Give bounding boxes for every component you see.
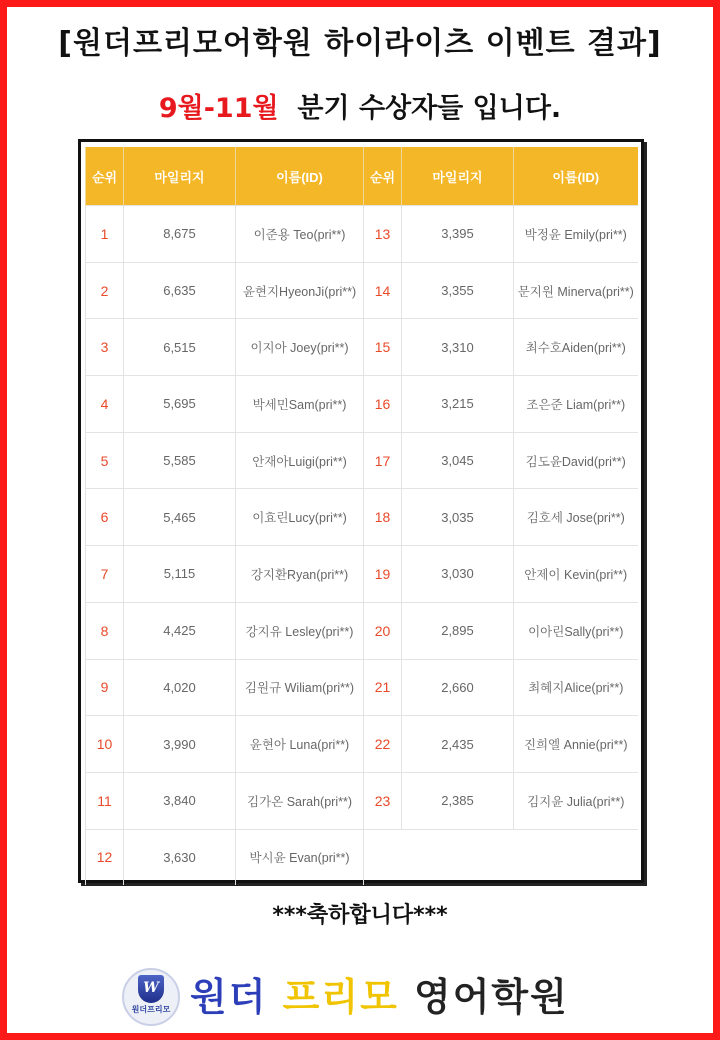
- cell-mileage: 3,215: [402, 376, 514, 433]
- cell-name: 조은준 Liam(pri**): [514, 376, 638, 433]
- cell-mileage: 4,425: [124, 602, 236, 659]
- brand-word-english-academy: 영어학원: [414, 975, 569, 1019]
- cell-rank: 13: [364, 206, 402, 263]
- table-row: [86, 829, 638, 885]
- cell-rank: 4: [86, 376, 124, 433]
- cell-name: 안재아Luigi(pri**): [236, 432, 364, 489]
- cell-name: 윤현아 Luna(pri**): [236, 716, 364, 773]
- academy-logo: [122, 968, 180, 1026]
- cell-name: 문지원 Minerva(pri**): [514, 262, 638, 319]
- cell-mileage: 3,840: [124, 772, 236, 829]
- cell-name: 이지아 Joey(pri**): [236, 319, 364, 376]
- cell-mileage: 3,355: [402, 262, 514, 319]
- cell-name: 윤현지HyeonJi(pri**): [236, 262, 364, 319]
- cell-mileage: 6,635: [124, 262, 236, 319]
- logo-text: 원더프리모: [131, 1005, 171, 1014]
- cell-mileage: 5,695: [124, 376, 236, 433]
- cell-name: 이효린Lucy(pri**): [236, 489, 364, 546]
- page-subtitle: [0, 86, 720, 125]
- table-row: [86, 546, 638, 603]
- cell-rank: 6: [86, 489, 124, 546]
- cell-name: 김원규 Wiliam(pri**): [236, 659, 364, 716]
- subtitle-period: 9월-11월: [158, 93, 279, 124]
- cell-name: 박시윤 Evan(pri**): [236, 829, 364, 885]
- cell-rank: 23: [364, 772, 402, 829]
- cell-mileage: 3,310: [402, 319, 514, 376]
- cell-mileage: 4,020: [124, 659, 236, 716]
- header-rank: 순위: [86, 147, 124, 206]
- cell-name: 강지유 Lesley(pri**): [236, 602, 364, 659]
- cell-rank: 11: [86, 772, 124, 829]
- cell-rank: 9: [86, 659, 124, 716]
- subtitle-text: 분기 수상자들 입니다.: [297, 93, 562, 124]
- table-row: [86, 716, 638, 773]
- cell-mileage: 3,395: [402, 206, 514, 263]
- cell-mileage: 8,675: [124, 206, 236, 263]
- footer-brand: [118, 964, 598, 1024]
- cell-rank: 19: [364, 546, 402, 603]
- cell-rank: 18: [364, 489, 402, 546]
- table-row: [86, 772, 638, 829]
- table-row: [86, 376, 638, 433]
- cell-rank: 7: [86, 546, 124, 603]
- cell-rank: 20: [364, 602, 402, 659]
- cell-name: 진희엘 Annie(pri**): [514, 716, 638, 773]
- cell-name: 김도윤David(pri**): [514, 432, 638, 489]
- cell-name: 이준용 Teo(pri**): [236, 206, 364, 263]
- winners-table-container: [78, 139, 644, 883]
- cell-mileage: 5,115: [124, 546, 236, 603]
- congrats-text: ***축하합니다***: [272, 903, 448, 928]
- cell-rank: 8: [86, 602, 124, 659]
- cell-rank: 15: [364, 319, 402, 376]
- cell-rank: 17: [364, 432, 402, 489]
- cell-rank: 10: [86, 716, 124, 773]
- cell-mileage: 2,435: [402, 716, 514, 773]
- cell-mileage: 2,385: [402, 772, 514, 829]
- cell-rank: 22: [364, 716, 402, 773]
- cell-rank: 12: [86, 829, 124, 885]
- table-row: [86, 602, 638, 659]
- cell-mileage: 3,990: [124, 716, 236, 773]
- cell-name: 김호세 Jose(pri**): [514, 489, 638, 546]
- header-mileage: 마일리지: [402, 147, 514, 206]
- cell-mileage: 3,035: [402, 489, 514, 546]
- cell-rank: 14: [364, 262, 402, 319]
- cell-mileage: 5,585: [124, 432, 236, 489]
- cell-name: 김가온 Sarah(pri**): [236, 772, 364, 829]
- cell-name: 안제이 Kevin(pri**): [514, 546, 638, 603]
- cell-rank: 16: [364, 376, 402, 433]
- cell-mileage: 2,660: [402, 659, 514, 716]
- cell-name: 박정윤 Emily(pri**): [514, 206, 638, 263]
- cell-name: 박세민Sam(pri**): [236, 376, 364, 433]
- cell-name: 최수호Aiden(pri**): [514, 319, 638, 376]
- brand-name: [190, 966, 569, 1021]
- table-row: [86, 262, 638, 319]
- table-row: [86, 432, 638, 489]
- shield-icon: W: [138, 975, 164, 1003]
- header-mileage: 마일리지: [124, 147, 236, 206]
- cell-mileage: 3,045: [402, 432, 514, 489]
- cell-mileage: 3,630: [124, 829, 236, 885]
- table-row: [86, 206, 638, 263]
- header-name: 이름(ID): [236, 147, 364, 206]
- table-header-row: [86, 147, 638, 206]
- table-row: [86, 319, 638, 376]
- cell-name: 강지환Ryan(pri**): [236, 546, 364, 603]
- cell-name: 최혜지Alice(pri**): [514, 659, 638, 716]
- cell-rank: 21: [364, 659, 402, 716]
- header-name: 이름(ID): [514, 147, 638, 206]
- cell-name: 김지윤 Julia(pri**): [514, 772, 638, 829]
- brand-word-wonder: 원더: [190, 975, 268, 1019]
- table-row: [86, 489, 638, 546]
- cell-name: 이아린Sally(pri**): [514, 602, 638, 659]
- winners-table: [85, 147, 638, 885]
- cell-rank: 3: [86, 319, 124, 376]
- empty-cell: [364, 829, 638, 885]
- brand-word-primo: 프리모: [282, 975, 399, 1019]
- cell-mileage: 3,030: [402, 546, 514, 603]
- cell-rank: 1: [86, 206, 124, 263]
- cell-rank: 2: [86, 262, 124, 319]
- header-rank: 순위: [364, 147, 402, 206]
- page-title: [원더프리모어학원 하이라이츠 이벤트 결과]: [58, 26, 662, 61]
- cell-mileage: 6,515: [124, 319, 236, 376]
- cell-rank: 5: [86, 432, 124, 489]
- table-row: [86, 659, 638, 716]
- cell-mileage: 2,895: [402, 602, 514, 659]
- cell-mileage: 5,465: [124, 489, 236, 546]
